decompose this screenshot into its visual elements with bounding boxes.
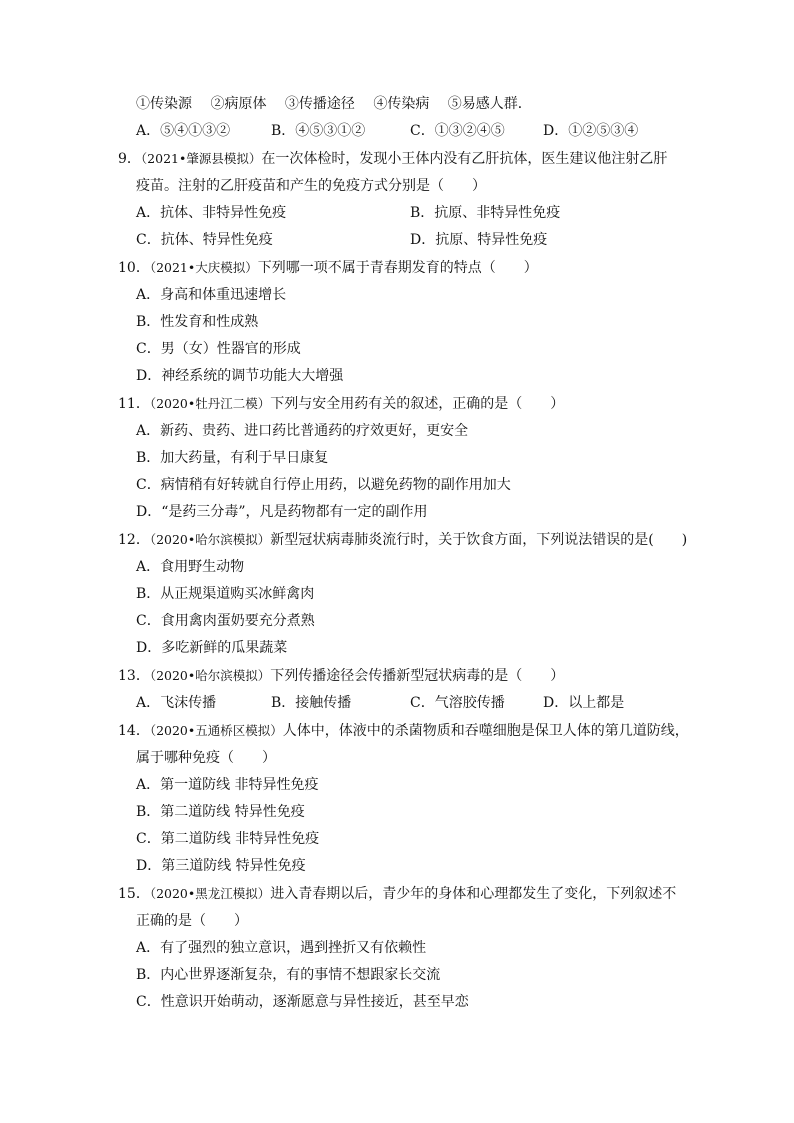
option-c: C．性意识开始萌动，逐渐愿意与异性接近，甚至早恋: [136, 994, 469, 1010]
question-number: 14．: [118, 723, 150, 739]
option-b: B．④⑤③①②: [271, 123, 366, 139]
option-c: C．食用禽肉蛋奶要充分煮熟: [136, 613, 315, 629]
option-d: D．“是药三分毒”，凡是药物都有一定的副作用: [136, 504, 428, 520]
option-c: C．病情稍有好转就自行停止用药，以避免药物的副作用加大: [136, 477, 511, 493]
option-a: A．有了强烈的独立意识，遇到挫折又有依赖性: [136, 940, 427, 956]
option-a: A．抗体、非特异性免疫: [136, 205, 287, 221]
question-text: 下列与安全用药有关的叙述，正确的是（ ）: [270, 396, 565, 412]
option-d: D．以上都是: [543, 695, 625, 711]
option-b: B．第二道防线 特异性免疫: [136, 804, 305, 820]
question-14-stem: [118, 721, 689, 741]
option-d: D．神经系统的调节功能大大增强: [136, 368, 344, 384]
question-13-stem: [118, 666, 564, 686]
question-11-stem: [118, 394, 564, 414]
option-b: B．加大药量，有利于早日康复: [136, 450, 329, 466]
question-number: 15．: [118, 886, 150, 902]
option-b: B．接触传播: [271, 695, 352, 711]
option-a: A．食用野生动物: [136, 559, 245, 575]
option-b: B．内心世界逐渐复杂，有的事情不想跟家长交流: [136, 967, 441, 983]
option-c: C．气溶胶传播: [410, 695, 505, 711]
question-text: 人体中，体液中的杀菌物质和吞噬细胞是保卫人体的第几道防线，: [282, 723, 689, 739]
question-source: （2020•黑龙江模拟）: [149, 886, 271, 901]
question-15-stem-cont: 正确的是（ ）: [136, 913, 248, 929]
question-text: 在一次体检时，发现小王体内没有乙肝抗体，医生建议他注射乙肝: [261, 151, 668, 167]
question-source: （2020•哈尔滨模拟）: [149, 668, 271, 683]
option-d: D．多吃新鲜的瓜果蔬菜: [136, 640, 288, 656]
question-9-stem: [118, 149, 667, 169]
option-b: B．从正规渠道购买冰鲜禽肉: [136, 586, 315, 602]
prev-question-items: ①传染源 ②病原体 ③传播途径 ④传染病 ⑤易感人群．: [136, 96, 532, 112]
question-10-stem: [118, 258, 538, 278]
question-source: （2020•哈尔滨模拟）: [149, 532, 271, 547]
question-source: （2021•大庆模拟）: [149, 260, 258, 275]
option-b: B．抗原、非特异性免疫: [410, 205, 561, 221]
option-a: A．第一道防线 非特异性免疫: [136, 777, 319, 793]
option-d: D．抗原、特异性免疫: [410, 232, 548, 248]
option-c: C．男（女）性器官的形成: [136, 341, 301, 357]
question-source: （2021•肇源县模拟）: [140, 151, 262, 166]
question-number: 10．: [118, 260, 150, 276]
question-source: （2020•牡丹江二模）: [149, 396, 271, 411]
question-text: 下列传播途径会传播新型冠状病毒的是（ ）: [270, 668, 565, 684]
question-source: （2020•五通桥区模拟）: [149, 723, 283, 738]
question-number: 11．: [118, 396, 150, 412]
question-number: 12．: [118, 532, 150, 548]
question-15-stem: [118, 884, 676, 904]
option-b: B．性发育和性成熟: [136, 314, 259, 330]
option-a: A．飞沫传播: [136, 695, 217, 711]
option-a: A．⑤④①③②: [136, 123, 231, 139]
question-text: 新型冠状病毒肺炎流行时，关于饮食方面，下列说法错误的是( ): [270, 532, 688, 548]
question-12-stem: [118, 530, 687, 550]
option-d: D．第三道防线 特异性免疫: [136, 858, 306, 874]
question-number: 9．: [118, 151, 141, 167]
option-c: C．①③②④⑤: [410, 123, 505, 139]
option-c: C．第二道防线 非特异性免疫: [136, 831, 320, 847]
question-number: 13．: [118, 668, 150, 684]
question-9-stem-cont: 疫苗。注射的乙肝疫苗和产生的免疫方式分别是（ ）: [136, 178, 486, 194]
question-text: 下列哪一项不属于青春期发育的特点（ ）: [257, 260, 538, 276]
option-a: A．身高和体重迅速增长: [136, 287, 287, 303]
option-c: C．抗体、特异性免疫: [136, 232, 273, 248]
option-d: D．①②⑤③④: [543, 123, 639, 139]
question-14-stem-cont: 属于哪种免疫（ ）: [136, 750, 276, 766]
question-text: 进入青春期以后，青少年的身体和心理都发生了变化，下列叙述不: [270, 886, 677, 902]
option-a: A．新药、贵药、进口药比普通药的疗效更好，更安全: [136, 423, 469, 439]
